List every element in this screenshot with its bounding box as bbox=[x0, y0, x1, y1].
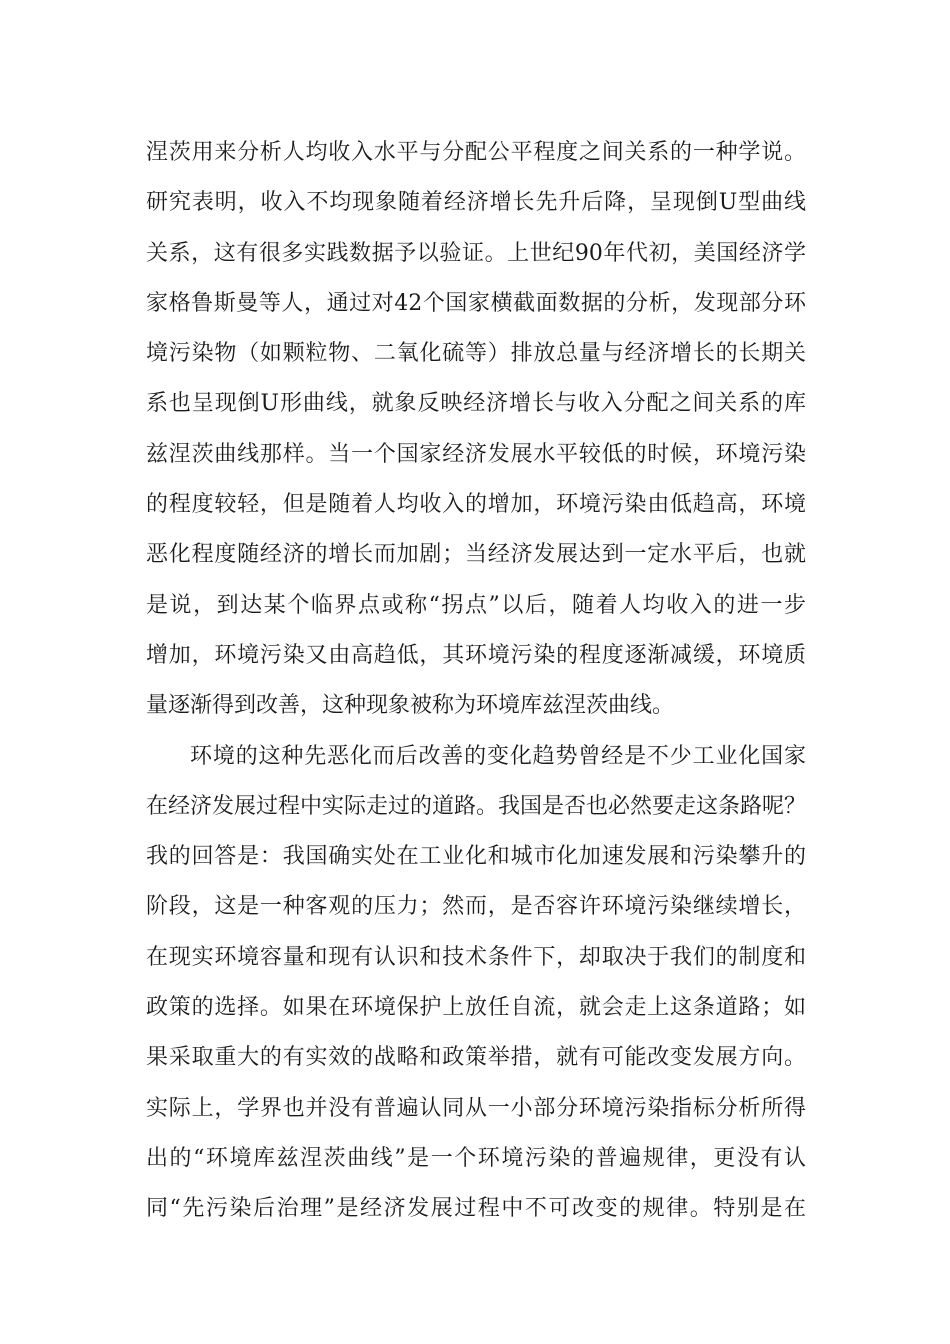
text-line: 是说，到达某个临界点或称“拐点”以后，随着人均收入的进一步 bbox=[146, 592, 806, 618]
text-line: 兹涅茨曲线那样。当一个国家经济发展水平较低的时候，环境污染 bbox=[146, 441, 806, 467]
text-line: 出的“环境库兹涅茨曲线”是一个环境污染的普遍规律，更没有认 bbox=[146, 1145, 806, 1171]
text-line: 系也呈现倒U形曲线，就象反映经济增长与收入分配之间关系的库 bbox=[146, 391, 806, 417]
text-line: 阶段，这是一种客观的压力；然而，是否容许环境污染继续增长， bbox=[146, 894, 806, 920]
text-line: 增加，环境污染又由高趋低，其环境污染的程度逐渐减缓，环境质 bbox=[146, 642, 806, 668]
text-line: 我的回答是：我国确实处在工业化和城市化加速发展和污染攀升的 bbox=[146, 844, 806, 870]
text-line: 关系，这有很多实践数据予以验证。上世纪90年代初，美国经济学 bbox=[146, 240, 806, 266]
text-line: 在经济发展过程中实际走过的道路。我国是否也必然要走这条路呢？ bbox=[146, 793, 806, 819]
text-line: 的程度较轻，但是随着人均收入的增加，环境污染由低趋高，环境 bbox=[146, 492, 806, 518]
text-line: 实际上，学界也并没有普遍认同从一小部分环境污染指标分析所得 bbox=[146, 1095, 806, 1121]
body-text bbox=[146, 128, 806, 1235]
text-line: 涅茨用来分析人均收入水平与分配公平程度之间关系的一种学说。 bbox=[146, 140, 806, 165]
text-line: 果采取重大的有实效的战略和政策举措，就有可能改变发展方向。 bbox=[146, 1045, 806, 1071]
paragraph-start-line: 环境的这种先恶化而后改善的变化趋势曾经是不少工业化国家 bbox=[190, 743, 806, 769]
text-line: 研究表明，收入不均现象随着经济增长先升后降，呈现倒U型曲线 bbox=[146, 190, 806, 216]
text-line: 恶化程度随经济的增长而加剧；当经济发展达到一定水平后，也就 bbox=[146, 542, 806, 568]
text-line: 家格鲁斯曼等人，通过对42个国家横截面数据的分析，发现部分环 bbox=[146, 290, 806, 316]
paragraph-end-line: 量逐渐得到改善，这种现象被称为环境库兹涅茨曲线。 bbox=[146, 693, 675, 719]
text-line: 政策的选择。如果在环境保护上放任自流，就会走上这条道路；如 bbox=[146, 995, 806, 1021]
text-line: 在现实环境容量和现有认识和技术条件下，却取决于我们的制度和 bbox=[146, 944, 806, 970]
text-line: 境污染物（如颗粒物、二氧化硫等）排放总量与经济增长的长期关 bbox=[146, 341, 806, 367]
text-line: 同“先污染后治理”是经济发展过程中不可改变的规律。特别是在 bbox=[146, 1196, 806, 1222]
